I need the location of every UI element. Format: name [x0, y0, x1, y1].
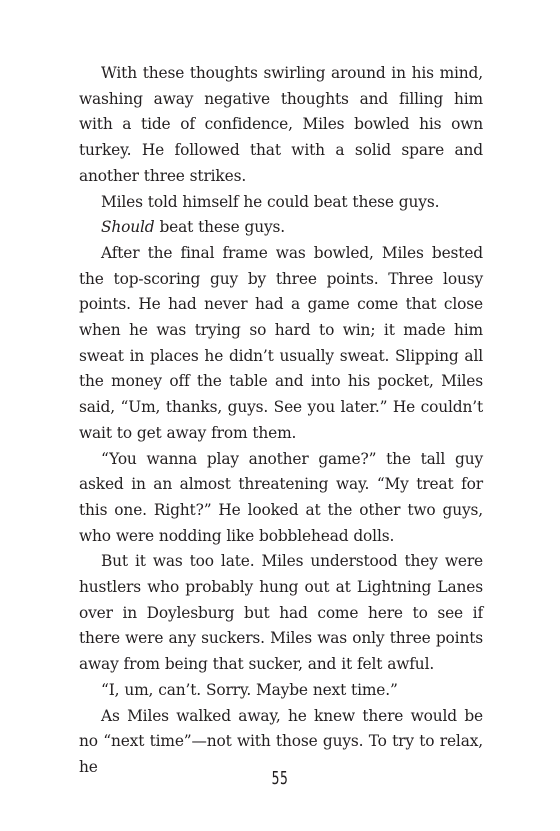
paragraph-text: beat these guys.: [154, 218, 286, 237]
page-number: 55: [271, 769, 289, 790]
paragraph: “I, um, can’t. Sorry. Maybe next time.”: [101, 680, 398, 699]
emphasis-text: Should: [101, 218, 155, 237]
body-text: [79, 61, 483, 781]
paragraph: As Miles walked away, he knew there would be no “next time”—not with those guys. To try to relax, he: [79, 706, 483, 776]
paragraph: “You wanna play another game?” the tall guy asked in an almost threatening way. “My treat for this one. Right?” He looked at the other two guys, who were nodding like bobblehead dolls.: [79, 449, 483, 545]
paragraph: But it was too late. Miles understood they were hustlers who probably hung out at Lightning Lanes over in Doylesburg but had come here to see if there were any suckers. Miles was only three points away from being that sucker, and it felt awful.: [79, 552, 483, 674]
paragraph: [79, 215, 483, 241]
paragraph: After the final frame was bowled, Miles bested the top-scoring guy by three points. Three lousy points. He had never had a game come that close when he was trying so hard to win; it made him sweat in places he didn’t usually sweat. Slipping all the money off the table and into his pocket, Miles said, “Um, thanks, guys. See you later.” He couldn’t wait to get away from them.: [79, 243, 483, 442]
paragraph: With these thoughts swirling around in his mind, washing away negative thoughts and filling him with a tide of confidence, Miles bowled his own turkey. He followed that with a solid spare and another three strikes.: [79, 64, 483, 185]
paragraph: Miles told himself he could beat these guys.: [101, 192, 440, 211]
